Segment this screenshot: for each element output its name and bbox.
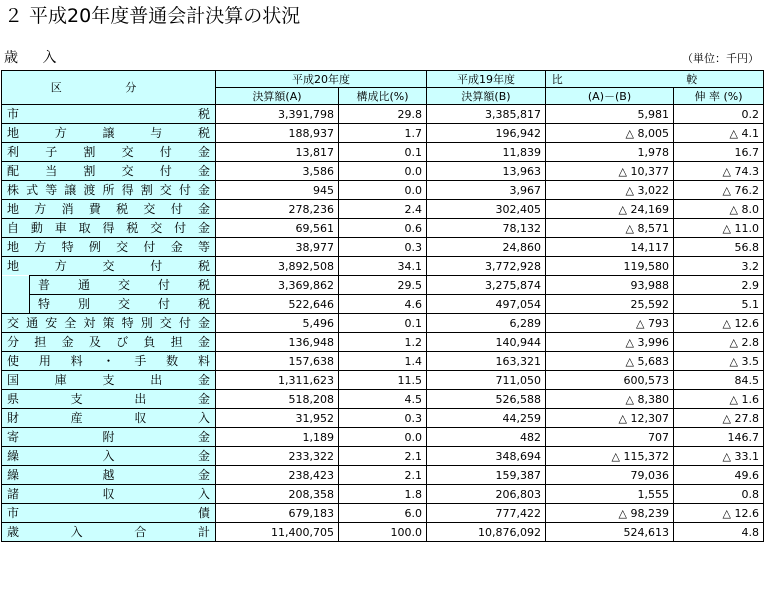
- cell-growth: 0.2: [674, 105, 764, 124]
- row-label: 繰越金: [2, 466, 216, 485]
- cell-b: 163,321: [427, 352, 546, 371]
- cell-diff: 600,573: [546, 371, 674, 390]
- cell-ratio: 6.0: [339, 504, 427, 523]
- cell-ratio: 2.1: [339, 466, 427, 485]
- page-title: ２ 平成20年度普通会計決算の状況: [4, 5, 301, 27]
- table-body: [2, 105, 764, 542]
- row-label: 特別交付税: [30, 295, 216, 314]
- cell-ratio: 0.6: [339, 219, 427, 238]
- cell-growth: △ 11.0: [674, 219, 764, 238]
- cell-a: 1,189: [216, 428, 339, 447]
- header-hikaku: 比 較: [546, 71, 764, 88]
- table-row: [2, 447, 764, 466]
- unit-label: （単位：千円）: [682, 52, 759, 65]
- cell-diff: △ 10,377: [546, 162, 674, 181]
- cell-growth: △ 2.8: [674, 333, 764, 352]
- cell-a: 38,977: [216, 238, 339, 257]
- row-label: 歳入合計: [2, 523, 216, 542]
- header-diff: (A)－(B): [546, 88, 674, 105]
- cell-ratio: 1.8: [339, 485, 427, 504]
- indent-cell: [2, 276, 30, 314]
- table-row: [2, 428, 764, 447]
- row-label: 利子割交付金: [2, 143, 216, 162]
- table-row: [2, 466, 764, 485]
- cell-growth: △ 3.5: [674, 352, 764, 371]
- cell-growth: 84.5: [674, 371, 764, 390]
- cell-b: 6,289: [427, 314, 546, 333]
- table-row: [2, 314, 764, 333]
- table-row: [2, 276, 764, 295]
- table-row: [2, 124, 764, 143]
- table-row: [2, 200, 764, 219]
- cell-ratio: 2.4: [339, 200, 427, 219]
- cell-b: 3,967: [427, 181, 546, 200]
- cell-diff: △ 3,022: [546, 181, 674, 200]
- cell-diff: △ 8,005: [546, 124, 674, 143]
- cell-ratio: 29.5: [339, 276, 427, 295]
- cell-diff: 119,580: [546, 257, 674, 276]
- header-kubun: 区 分: [2, 71, 216, 105]
- row-label: 市税: [2, 105, 216, 124]
- cell-growth: △ 74.3: [674, 162, 764, 181]
- cell-b: 777,422: [427, 504, 546, 523]
- cell-growth: △ 1.6: [674, 390, 764, 409]
- cell-growth: 5.1: [674, 295, 764, 314]
- row-label: 株式等譲渡所得割交付金: [2, 181, 216, 200]
- cell-b: 159,387: [427, 466, 546, 485]
- cell-a: 1,311,623: [216, 371, 339, 390]
- header-h20-ratio: 構成比(%): [339, 88, 427, 105]
- cell-diff: 5,981: [546, 105, 674, 124]
- cell-b: 13,963: [427, 162, 546, 181]
- table-row: [2, 523, 764, 542]
- table-row: [2, 105, 764, 124]
- row-label: 地方交付税: [2, 257, 216, 276]
- cell-b: 206,803: [427, 485, 546, 504]
- cell-growth: 146.7: [674, 428, 764, 447]
- table-row: [2, 333, 764, 352]
- cell-b: 711,050: [427, 371, 546, 390]
- cell-a: 69,561: [216, 219, 339, 238]
- cell-growth: 0.8: [674, 485, 764, 504]
- row-label: 普通交付税: [30, 276, 216, 295]
- cell-diff: 14,117: [546, 238, 674, 257]
- cell-diff: △ 5,683: [546, 352, 674, 371]
- cell-diff: △ 98,239: [546, 504, 674, 523]
- table-row: [2, 390, 764, 409]
- row-label: 使用料・手数料: [2, 352, 216, 371]
- cell-ratio: 2.1: [339, 447, 427, 466]
- cell-diff: 25,592: [546, 295, 674, 314]
- cell-diff: 1,555: [546, 485, 674, 504]
- table-row: [2, 409, 764, 428]
- cell-ratio: 0.0: [339, 162, 427, 181]
- cell-ratio: 100.0: [339, 523, 427, 542]
- cell-a: 11,400,705: [216, 523, 339, 542]
- cell-b: 3,385,817: [427, 105, 546, 124]
- cell-a: 945: [216, 181, 339, 200]
- cell-diff: △ 3,996: [546, 333, 674, 352]
- cell-growth: △ 33.1: [674, 447, 764, 466]
- table-row: [2, 295, 764, 314]
- table-row: [2, 485, 764, 504]
- cell-diff: 79,036: [546, 466, 674, 485]
- cell-diff: △ 115,372: [546, 447, 674, 466]
- cell-a: 238,423: [216, 466, 339, 485]
- cell-b: 482: [427, 428, 546, 447]
- revenue-table: [1, 70, 764, 542]
- cell-ratio: 0.0: [339, 428, 427, 447]
- table-row: [2, 219, 764, 238]
- cell-b: 140,944: [427, 333, 546, 352]
- table-row: [2, 181, 764, 200]
- row-label: 分担金及び負担金: [2, 333, 216, 352]
- table-row: [2, 162, 764, 181]
- cell-b: 302,405: [427, 200, 546, 219]
- row-label: 財産収入: [2, 409, 216, 428]
- cell-a: 522,646: [216, 295, 339, 314]
- cell-b: 24,860: [427, 238, 546, 257]
- row-label: 配当割交付金: [2, 162, 216, 181]
- cell-diff: 707: [546, 428, 674, 447]
- cell-ratio: 29.8: [339, 105, 427, 124]
- row-label: 市債: [2, 504, 216, 523]
- cell-growth: △ 12.6: [674, 314, 764, 333]
- table-row: [2, 371, 764, 390]
- cell-diff: 524,613: [546, 523, 674, 542]
- table-row: [2, 352, 764, 371]
- cell-ratio: 0.1: [339, 314, 427, 333]
- header-h19: 平成19年度: [427, 71, 546, 88]
- cell-ratio: 1.2: [339, 333, 427, 352]
- cell-diff: △ 8,571: [546, 219, 674, 238]
- cell-growth: 3.2: [674, 257, 764, 276]
- cell-a: 3,369,862: [216, 276, 339, 295]
- table-row: [2, 257, 764, 276]
- cell-a: 136,948: [216, 333, 339, 352]
- cell-ratio: 1.4: [339, 352, 427, 371]
- cell-growth: △ 12.6: [674, 504, 764, 523]
- table-row: [2, 504, 764, 523]
- cell-a: 233,322: [216, 447, 339, 466]
- cell-diff: △ 8,380: [546, 390, 674, 409]
- cell-growth: △ 4.1: [674, 124, 764, 143]
- cell-a: 13,817: [216, 143, 339, 162]
- cell-b: 497,054: [427, 295, 546, 314]
- cell-b: 44,259: [427, 409, 546, 428]
- cell-a: 3,391,798: [216, 105, 339, 124]
- cell-growth: 16.7: [674, 143, 764, 162]
- cell-a: 157,638: [216, 352, 339, 371]
- cell-a: 278,236: [216, 200, 339, 219]
- section-heading: 歳 入: [4, 50, 67, 66]
- cell-b: 3,772,928: [427, 257, 546, 276]
- cell-a: 31,952: [216, 409, 339, 428]
- cell-growth: △ 76.2: [674, 181, 764, 200]
- cell-a: 518,208: [216, 390, 339, 409]
- cell-a: 3,586: [216, 162, 339, 181]
- cell-growth: △ 8.0: [674, 200, 764, 219]
- row-label: 交通安全対策特別交付金: [2, 314, 216, 333]
- cell-b: 526,588: [427, 390, 546, 409]
- header-h20-amount: 決算額(A): [216, 88, 339, 105]
- cell-b: 10,876,092: [427, 523, 546, 542]
- cell-growth: 4.8: [674, 523, 764, 542]
- table-row: [2, 143, 764, 162]
- cell-ratio: 1.7: [339, 124, 427, 143]
- cell-ratio: 0.3: [339, 238, 427, 257]
- cell-a: 679,183: [216, 504, 339, 523]
- header-growth: 伸 率 (%): [674, 88, 764, 105]
- cell-ratio: 4.5: [339, 390, 427, 409]
- header-h19-amount: 決算額(B): [427, 88, 546, 105]
- cell-ratio: 0.0: [339, 181, 427, 200]
- header-h20: 平成20年度: [216, 71, 427, 88]
- cell-ratio: 4.6: [339, 295, 427, 314]
- row-label: 諸収入: [2, 485, 216, 504]
- cell-b: 3,275,874: [427, 276, 546, 295]
- cell-a: 208,358: [216, 485, 339, 504]
- header-row-1: [2, 71, 764, 88]
- cell-ratio: 34.1: [339, 257, 427, 276]
- cell-diff: △ 12,307: [546, 409, 674, 428]
- cell-diff: △ 24,169: [546, 200, 674, 219]
- cell-ratio: 11.5: [339, 371, 427, 390]
- cell-b: 78,132: [427, 219, 546, 238]
- row-label: 自動車取得税交付金: [2, 219, 216, 238]
- row-label: 地方消費税交付金: [2, 200, 216, 219]
- cell-diff: 93,988: [546, 276, 674, 295]
- cell-growth: △ 27.8: [674, 409, 764, 428]
- cell-a: 5,496: [216, 314, 339, 333]
- row-label: 繰入金: [2, 447, 216, 466]
- cell-growth: 2.9: [674, 276, 764, 295]
- row-label: 国庫支出金: [2, 371, 216, 390]
- row-label: 寄附金: [2, 428, 216, 447]
- table-row: [2, 238, 764, 257]
- cell-a: 3,892,508: [216, 257, 339, 276]
- cell-b: 196,942: [427, 124, 546, 143]
- row-label: 県支出金: [2, 390, 216, 409]
- cell-diff: △ 793: [546, 314, 674, 333]
- cell-b: 11,839: [427, 143, 546, 162]
- cell-diff: 1,978: [546, 143, 674, 162]
- row-label: 地方特例交付金等: [2, 238, 216, 257]
- cell-a: 188,937: [216, 124, 339, 143]
- cell-ratio: 0.3: [339, 409, 427, 428]
- cell-ratio: 0.1: [339, 143, 427, 162]
- cell-b: 348,694: [427, 447, 546, 466]
- cell-growth: 56.8: [674, 238, 764, 257]
- row-label: 地方譲与税: [2, 124, 216, 143]
- cell-growth: 49.6: [674, 466, 764, 485]
